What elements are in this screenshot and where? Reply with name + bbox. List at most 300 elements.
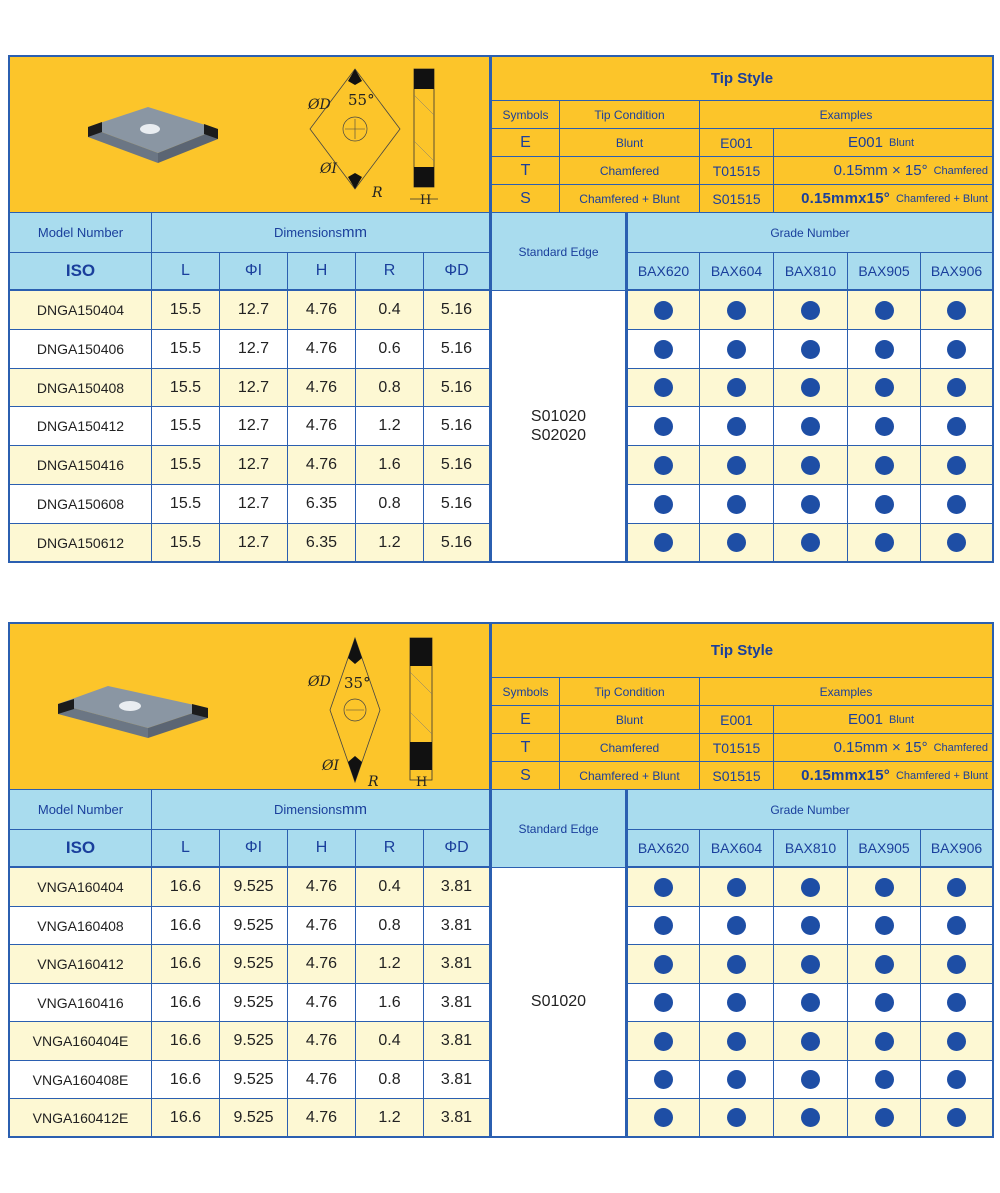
dim-cell-i: 12.7: [220, 330, 288, 369]
grade-availability-cell: [921, 407, 994, 446]
availability-dot-icon: [801, 378, 820, 397]
grade-availability-cell: [921, 868, 994, 907]
dim-cell-l: 16.6: [152, 907, 220, 945]
grade-availability-cell: [848, 330, 921, 369]
dim-col-header-h: H: [288, 830, 356, 868]
grade-availability-cell: [700, 907, 774, 945]
dim-col-header-h: H: [288, 253, 356, 291]
dim-cell-h: 4.76: [288, 907, 356, 945]
availability-dot-icon: [801, 993, 820, 1012]
grade-availability-cell: [626, 1099, 700, 1138]
grade-availability-cell: [921, 330, 994, 369]
tip-condition: Blunt: [560, 129, 700, 157]
model-number-cell: DNGA150406: [8, 330, 152, 369]
insert-image: [48, 678, 218, 758]
availability-dot-icon: [654, 378, 673, 397]
tip-code: T01515: [700, 157, 774, 185]
grade-availability-cell: [774, 1061, 848, 1099]
availability-dot-icon: [654, 301, 673, 320]
insert-illustration-panel: [8, 622, 490, 790]
model-number-cell: VNGA160408E: [8, 1061, 152, 1099]
grade-availability-cell: [626, 945, 700, 984]
dim-cell-h: 4.76: [288, 369, 356, 407]
grade-availability-cell: [700, 485, 774, 524]
diagram-i-label: ØI: [322, 758, 340, 774]
tip-example-note: Blunt: [888, 136, 915, 149]
tip-symbol: T: [490, 734, 560, 762]
grade-availability-cell: [921, 291, 994, 330]
availability-dot-icon: [727, 1032, 746, 1051]
availability-dot-icon: [947, 417, 966, 436]
grade-availability-cell: [774, 907, 848, 945]
availability-dot-icon: [875, 533, 894, 552]
tip-condition: Chamfered + Blunt: [560, 762, 700, 790]
grade-availability-cell: [774, 446, 848, 485]
tip-style-symbols-header: Symbols: [490, 101, 560, 129]
grade-availability-cell: [626, 524, 700, 563]
dim-cell-r: 0.4: [356, 868, 424, 907]
model-number-cell: DNGA150412: [8, 407, 152, 446]
grade-availability-cell: [626, 1022, 700, 1061]
grade-availability-cell: [774, 868, 848, 907]
tip-example-note: Chamfered + Blunt: [895, 769, 988, 782]
grade-availability-cell: [774, 330, 848, 369]
grade-availability-cell: [848, 291, 921, 330]
availability-dot-icon: [654, 495, 673, 514]
tip-condition: Chamfered: [560, 734, 700, 762]
dim-cell-i: 12.7: [220, 446, 288, 485]
tip-example: [774, 185, 994, 213]
grade-availability-cell: [626, 330, 700, 369]
insert-technical-drawing: [300, 628, 490, 788]
grade-availability-cell: [700, 369, 774, 407]
availability-dot-icon: [875, 378, 894, 397]
dim-cell-h: 6.35: [288, 524, 356, 563]
availability-dot-icon: [947, 1032, 966, 1051]
dim-cell-i: 12.7: [220, 524, 288, 563]
dim-col-header-d: ΦD: [424, 830, 490, 868]
tip-example-main: 0.15mmx15°: [801, 767, 890, 784]
tip-code: E001: [700, 706, 774, 734]
grade-availability-cell: [848, 524, 921, 563]
grade-availability-cell: [626, 485, 700, 524]
dimensions-unit: mm: [341, 801, 367, 818]
grade-availability-cell: [626, 369, 700, 407]
availability-dot-icon: [801, 301, 820, 320]
diagram-angle-label: 35°: [344, 674, 371, 692]
diagram-angle-label: 55°: [348, 91, 375, 109]
dim-cell-r: 1.2: [356, 407, 424, 446]
grade-col-header: BAX620: [626, 253, 700, 291]
grade-availability-cell: [774, 1099, 848, 1138]
dim-cell-h: 4.76: [288, 407, 356, 446]
grade-availability-cell: [700, 291, 774, 330]
dim-cell-h: 4.76: [288, 945, 356, 984]
dim-col-header-l: L: [152, 253, 220, 291]
availability-dot-icon: [654, 878, 673, 897]
tip-symbol: T: [490, 157, 560, 185]
grade-col-header: BAX905: [848, 830, 921, 868]
dimensions-header: [152, 213, 490, 253]
model-number-cell: VNGA160408: [8, 907, 152, 945]
availability-dot-icon: [875, 495, 894, 514]
iso-header: ISO: [8, 830, 152, 868]
availability-dot-icon: [947, 916, 966, 935]
grade-availability-cell: [921, 485, 994, 524]
availability-dot-icon: [875, 1108, 894, 1127]
dim-cell-d: 5.16: [424, 291, 490, 330]
availability-dot-icon: [801, 417, 820, 436]
availability-dot-icon: [875, 916, 894, 935]
tip-example: [774, 129, 994, 157]
tip-style-examples-header: Examples: [700, 101, 994, 129]
tip-symbol: E: [490, 706, 560, 734]
grade-col-header: BAX620: [626, 830, 700, 868]
grade-availability-cell: [848, 1061, 921, 1099]
dim-cell-r: 0.8: [356, 1061, 424, 1099]
diagram-d-label: ØD: [308, 674, 331, 690]
grade-availability-cell: [700, 1099, 774, 1138]
dim-cell-d: 3.81: [424, 1022, 490, 1061]
tip-example-note: Chamfered: [933, 741, 988, 754]
availability-dot-icon: [727, 301, 746, 320]
grade-availability-cell: [921, 524, 994, 563]
tip-symbol: E: [490, 129, 560, 157]
availability-dot-icon: [801, 878, 820, 897]
dim-cell-d: 5.16: [424, 485, 490, 524]
availability-dot-icon: [875, 878, 894, 897]
grade-availability-cell: [774, 1022, 848, 1061]
grade-availability-cell: [700, 407, 774, 446]
grade-availability-cell: [626, 446, 700, 485]
tip-example-main: E001: [847, 711, 883, 728]
tip-style-symbols-header: Symbols: [490, 678, 560, 706]
dim-cell-l: 15.5: [152, 369, 220, 407]
grade-availability-cell: [848, 485, 921, 524]
availability-dot-icon: [654, 1108, 673, 1127]
grade-availability-cell: [848, 1099, 921, 1138]
insert-table-dnga: [8, 55, 994, 563]
availability-dot-icon: [654, 1070, 673, 1089]
tip-style-examples-header: Examples: [700, 678, 994, 706]
tip-condition: Chamfered: [560, 157, 700, 185]
availability-dot-icon: [727, 1070, 746, 1089]
standard-edge-value: [490, 868, 626, 1138]
availability-dot-icon: [947, 878, 966, 897]
availability-dot-icon: [727, 878, 746, 897]
grade-availability-cell: [848, 407, 921, 446]
grade-col-header: BAX906: [921, 830, 994, 868]
grade-availability-cell: [921, 1099, 994, 1138]
tip-style-title: Tip Style: [490, 622, 994, 678]
tip-condition: Blunt: [560, 706, 700, 734]
dim-cell-d: 3.81: [424, 1061, 490, 1099]
grade-availability-cell: [700, 868, 774, 907]
dim-cell-r: 0.8: [356, 485, 424, 524]
grade-availability-cell: [774, 945, 848, 984]
grade-availability-cell: [626, 984, 700, 1022]
availability-dot-icon: [947, 955, 966, 974]
tip-code: T01515: [700, 734, 774, 762]
dim-cell-l: 15.5: [152, 291, 220, 330]
availability-dot-icon: [727, 1108, 746, 1127]
availability-dot-icon: [947, 378, 966, 397]
model-number-cell: DNGA150408: [8, 369, 152, 407]
availability-dot-icon: [801, 533, 820, 552]
dim-cell-d: 5.16: [424, 446, 490, 485]
standard-edge-value: [490, 291, 626, 563]
availability-dot-icon: [727, 993, 746, 1012]
dim-cell-h: 6.35: [288, 485, 356, 524]
tip-example-main: 0.15mm × 15°: [833, 739, 928, 756]
grade-availability-cell: [921, 984, 994, 1022]
standard-edge-header: Standard Edge: [490, 790, 626, 868]
diagram-h-label: H: [420, 193, 432, 208]
grade-availability-cell: [700, 945, 774, 984]
availability-dot-icon: [654, 993, 673, 1012]
availability-dot-icon: [727, 916, 746, 935]
grade-availability-cell: [700, 1061, 774, 1099]
dim-cell-l: 15.5: [152, 524, 220, 563]
dimensions-unit: mm: [341, 224, 367, 241]
grade-number-header: Grade Number: [626, 790, 994, 830]
dim-cell-d: 3.81: [424, 1099, 490, 1138]
diagram-h-label: H: [416, 775, 428, 788]
model-number-cell: VNGA160412: [8, 945, 152, 984]
grade-availability-cell: [774, 291, 848, 330]
dim-cell-l: 16.6: [152, 1099, 220, 1138]
availability-dot-icon: [727, 495, 746, 514]
dim-cell-h: 4.76: [288, 291, 356, 330]
availability-dot-icon: [801, 1070, 820, 1089]
grade-availability-cell: [848, 446, 921, 485]
model-number-cell: VNGA160404: [8, 868, 152, 907]
availability-dot-icon: [654, 533, 673, 552]
availability-dot-icon: [947, 1108, 966, 1127]
grade-availability-cell: [774, 984, 848, 1022]
dim-cell-i: 9.525: [220, 868, 288, 907]
grade-availability-cell: [700, 1022, 774, 1061]
availability-dot-icon: [727, 417, 746, 436]
dim-cell-d: 5.16: [424, 407, 490, 446]
tip-example: [774, 157, 994, 185]
tip-symbol: S: [490, 762, 560, 790]
grade-availability-cell: [848, 868, 921, 907]
tip-code: E001: [700, 129, 774, 157]
grade-availability-cell: [700, 524, 774, 563]
dim-cell-h: 4.76: [288, 1061, 356, 1099]
model-number-cell: DNGA150612: [8, 524, 152, 563]
dim-cell-i: 9.525: [220, 1099, 288, 1138]
grade-availability-cell: [626, 291, 700, 330]
dim-cell-r: 1.2: [356, 1099, 424, 1138]
dim-cell-l: 15.5: [152, 407, 220, 446]
iso-header: ISO: [8, 253, 152, 291]
dim-cell-l: 16.6: [152, 868, 220, 907]
grade-availability-cell: [774, 369, 848, 407]
dim-cell-i: 12.7: [220, 291, 288, 330]
dim-cell-i: 9.525: [220, 1022, 288, 1061]
model-number-cell: DNGA150608: [8, 485, 152, 524]
grade-availability-cell: [774, 407, 848, 446]
grade-availability-cell: [774, 524, 848, 563]
availability-dot-icon: [801, 495, 820, 514]
tip-example-main: E001: [847, 134, 883, 151]
tip-style-condition-header: Tip Condition: [560, 101, 700, 129]
standard-edge-code-1: S01020: [530, 408, 587, 425]
dim-cell-d: 5.16: [424, 524, 490, 563]
dim-cell-i: 12.7: [220, 407, 288, 446]
availability-dot-icon: [947, 993, 966, 1012]
availability-dot-icon: [654, 916, 673, 935]
dim-col-header-r: R: [356, 830, 424, 868]
standard-edge-header: Standard Edge: [490, 213, 626, 291]
availability-dot-icon: [875, 301, 894, 320]
availability-dot-icon: [875, 1070, 894, 1089]
model-number-cell: VNGA160416: [8, 984, 152, 1022]
tip-example-note: Blunt: [888, 713, 915, 726]
availability-dot-icon: [801, 955, 820, 974]
tip-condition: Chamfered + Blunt: [560, 185, 700, 213]
grade-availability-cell: [626, 407, 700, 446]
dim-col-header-d: ΦD: [424, 253, 490, 291]
grade-availability-cell: [921, 907, 994, 945]
grade-availability-cell: [921, 369, 994, 407]
model-number-cell: DNGA150416: [8, 446, 152, 485]
dim-cell-l: 15.5: [152, 485, 220, 524]
dim-col-header-l: L: [152, 830, 220, 868]
tip-symbol: S: [490, 185, 560, 213]
tip-example-note: Chamfered + Blunt: [895, 192, 988, 205]
availability-dot-icon: [875, 456, 894, 475]
availability-dot-icon: [801, 1108, 820, 1127]
model-number-header: Model Number: [8, 790, 152, 830]
dim-cell-h: 4.76: [288, 868, 356, 907]
availability-dot-icon: [801, 916, 820, 935]
model-number-header: Model Number: [8, 213, 152, 253]
dim-cell-h: 4.76: [288, 1099, 356, 1138]
availability-dot-icon: [727, 340, 746, 359]
dim-cell-l: 15.5: [152, 446, 220, 485]
availability-dot-icon: [947, 533, 966, 552]
dim-cell-d: 3.81: [424, 984, 490, 1022]
tip-example: [774, 734, 994, 762]
grade-availability-cell: [921, 1022, 994, 1061]
insert-table-vnga: [8, 622, 994, 1138]
availability-dot-icon: [875, 340, 894, 359]
grade-availability-cell: [848, 984, 921, 1022]
dim-cell-i: 9.525: [220, 1061, 288, 1099]
dim-cell-r: 1.6: [356, 984, 424, 1022]
grade-availability-cell: [700, 330, 774, 369]
grade-col-header: BAX604: [700, 253, 774, 291]
grade-col-header: BAX905: [848, 253, 921, 291]
grade-availability-cell: [921, 1061, 994, 1099]
availability-dot-icon: [947, 301, 966, 320]
dimensions-header: [152, 790, 490, 830]
dim-cell-r: 1.6: [356, 446, 424, 485]
dim-cell-l: 15.5: [152, 330, 220, 369]
tip-example: [774, 762, 994, 790]
insert-technical-drawing: [300, 61, 490, 211]
grade-availability-cell: [848, 369, 921, 407]
dim-cell-d: 3.81: [424, 945, 490, 984]
diagram-d-label: ØD: [308, 97, 331, 113]
dim-cell-r: 1.2: [356, 945, 424, 984]
grade-availability-cell: [848, 945, 921, 984]
model-number-cell: VNGA160412E: [8, 1099, 152, 1138]
dim-cell-r: 0.8: [356, 907, 424, 945]
dim-cell-d: 5.16: [424, 330, 490, 369]
grade-availability-cell: [774, 485, 848, 524]
dim-cell-r: 1.2: [356, 524, 424, 563]
model-number-cell: VNGA160404E: [8, 1022, 152, 1061]
availability-dot-icon: [875, 993, 894, 1012]
dim-cell-r: 0.6: [356, 330, 424, 369]
dim-cell-h: 4.76: [288, 984, 356, 1022]
dim-cell-l: 16.6: [152, 945, 220, 984]
grade-availability-cell: [700, 446, 774, 485]
dim-cell-d: 5.16: [424, 369, 490, 407]
diagram-r-label: R: [372, 185, 383, 201]
grade-col-header: BAX810: [774, 830, 848, 868]
standard-edge-code-2: S02020: [530, 427, 587, 444]
dim-cell-i: 12.7: [220, 485, 288, 524]
availability-dot-icon: [654, 456, 673, 475]
grade-availability-cell: [921, 945, 994, 984]
standard-edge-code-1: S01020: [530, 993, 587, 1010]
dim-col-header-r: R: [356, 253, 424, 291]
dim-cell-i: 9.525: [220, 984, 288, 1022]
dimensions-label: Dimensions: [274, 225, 342, 240]
availability-dot-icon: [654, 340, 673, 359]
availability-dot-icon: [947, 340, 966, 359]
tip-style-title: Tip Style: [490, 55, 994, 101]
dim-cell-d: 3.81: [424, 868, 490, 907]
tip-code: S01515: [700, 185, 774, 213]
dim-cell-i: 9.525: [220, 907, 288, 945]
availability-dot-icon: [727, 456, 746, 475]
dim-cell-r: 0.4: [356, 291, 424, 330]
availability-dot-icon: [947, 1070, 966, 1089]
grade-availability-cell: [848, 1022, 921, 1061]
dim-cell-i: 12.7: [220, 369, 288, 407]
grade-availability-cell: [626, 907, 700, 945]
insert-image: [78, 97, 238, 177]
grade-availability-cell: [700, 984, 774, 1022]
grade-availability-cell: [848, 907, 921, 945]
insert-illustration-panel: [8, 55, 490, 213]
availability-dot-icon: [654, 1032, 673, 1051]
diagram-i-label: ØI: [320, 161, 338, 177]
availability-dot-icon: [654, 417, 673, 436]
dim-cell-r: 0.4: [356, 1022, 424, 1061]
tip-example: [774, 706, 994, 734]
dim-cell-h: 4.76: [288, 1022, 356, 1061]
availability-dot-icon: [727, 955, 746, 974]
grade-col-header: BAX810: [774, 253, 848, 291]
dim-cell-d: 3.81: [424, 907, 490, 945]
tip-example-main: 0.15mmx15°: [801, 190, 890, 207]
availability-dot-icon: [801, 1032, 820, 1051]
dim-col-header-i: ΦI: [220, 253, 288, 291]
availability-dot-icon: [947, 456, 966, 475]
dim-cell-l: 16.6: [152, 1022, 220, 1061]
availability-dot-icon: [875, 417, 894, 436]
grade-number-header: Grade Number: [626, 213, 994, 253]
dim-cell-l: 16.6: [152, 984, 220, 1022]
dim-cell-r: 0.8: [356, 369, 424, 407]
